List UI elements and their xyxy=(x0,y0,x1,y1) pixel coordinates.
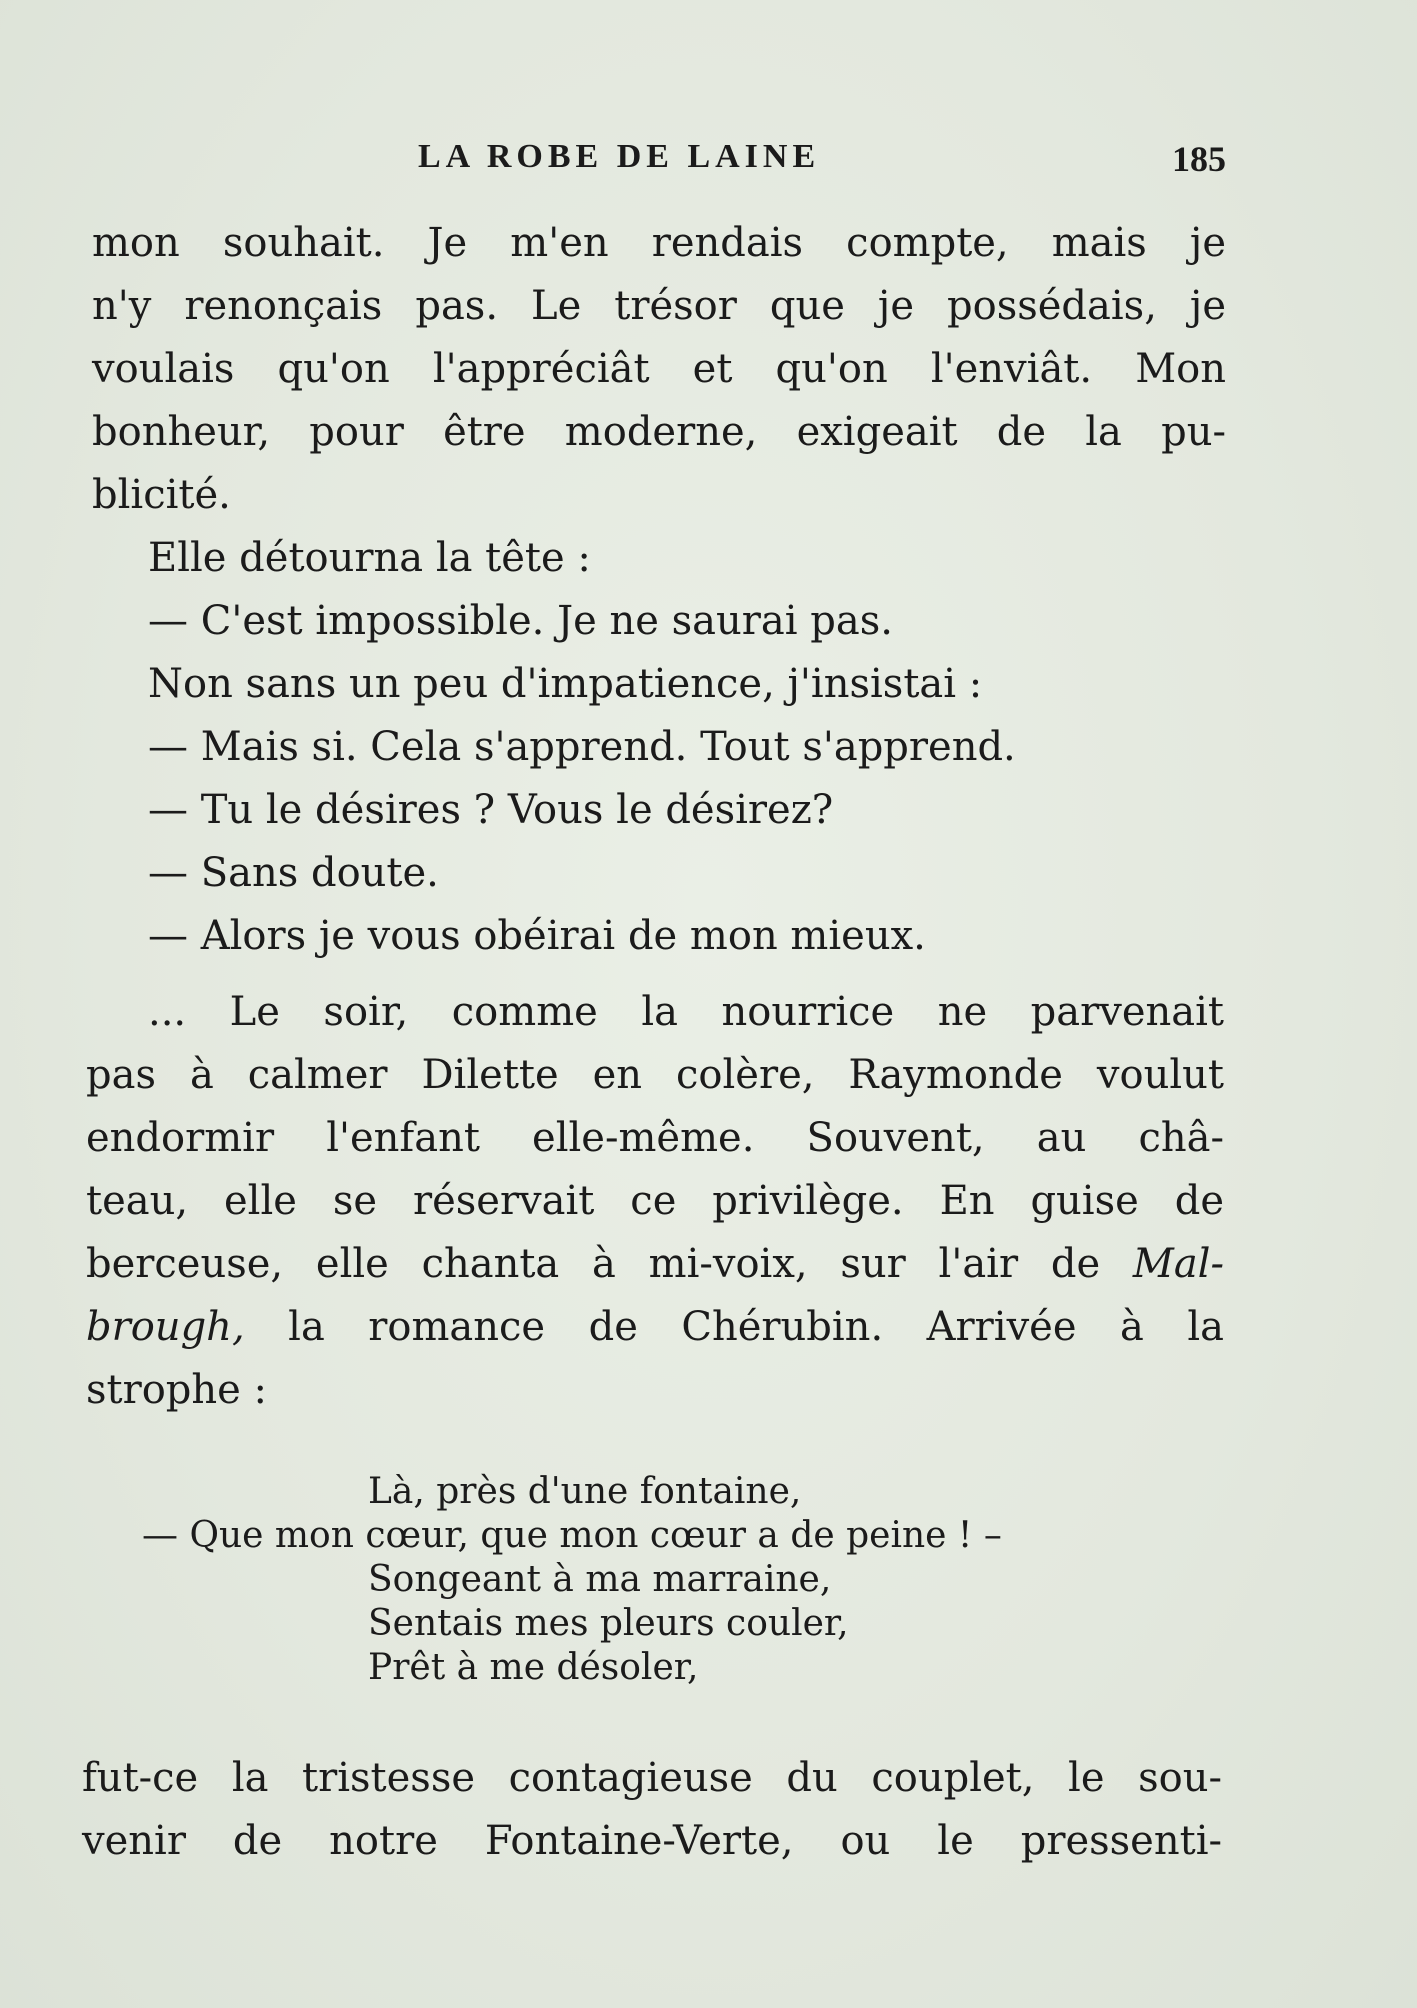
text-line: strophe : xyxy=(86,1367,268,1413)
text-line: ... Le soir, comme la nourrice ne parvenait xyxy=(148,989,1224,1035)
verse-line: Sentais mes pleurs couler, xyxy=(368,1603,849,1644)
verse-line: — Que mon cœur, que mon cœur a de peine ! – xyxy=(142,1515,1002,1556)
dialogue-line: — Alors je vous obéirai de mon mieux. xyxy=(148,913,926,959)
text-line: venir de notre Fontaine-Verte, ou le pressenti- xyxy=(82,1818,1222,1864)
text-line: pas à calmer Dilette en colère, Raymonde voulut xyxy=(86,1052,1224,1098)
text-line xyxy=(86,1302,1224,1352)
page-number: 185 xyxy=(1172,139,1226,179)
text-line: endormir l'enfant elle-même. Souvent, au châ- xyxy=(86,1115,1224,1161)
text-line: Elle détourna la tête : xyxy=(148,535,591,581)
text-segment: la romance de Chérubin. Arrivée à la xyxy=(244,1304,1224,1350)
running-title: LA ROBE DE LAINE xyxy=(418,138,821,175)
dialogue-line: — Mais si. Cela s'apprend. Tout s'apprend. xyxy=(148,724,1016,770)
text-line: Non sans un peu d'impatience, j'insistai : xyxy=(148,661,983,707)
text-line: mon souhait. Je m'en rendais compte, mais je xyxy=(92,220,1226,266)
text-line: bonheur, pour être moderne, exigeait de la pu- xyxy=(92,409,1226,455)
text-line: teau, elle se réservait ce privilège. En guise de xyxy=(86,1178,1224,1224)
italic-title: brough, xyxy=(86,1304,245,1350)
text-line: blicité. xyxy=(92,472,231,518)
dialogue-line: — Sans doute. xyxy=(148,850,439,896)
verse-line: Là, près d'une fontaine, xyxy=(368,1471,802,1512)
verse-line: Prêt à me désoler, xyxy=(368,1647,699,1688)
running-header xyxy=(418,138,1226,188)
text-line: fut-ce la tristesse contagieuse du couplet, le sou- xyxy=(82,1755,1222,1801)
text-line: voulais qu'on l'appréciât et qu'on l'enviât. Mon xyxy=(92,346,1226,392)
dialogue-line: — Tu le désires ? Vous le désirez? xyxy=(148,787,834,833)
verse-line: Songeant à ma marraine, xyxy=(368,1559,832,1600)
italic-title: Mal- xyxy=(1132,1241,1224,1287)
dialogue-line: — C'est impossible. Je ne saurai pas. xyxy=(148,598,893,644)
text-line xyxy=(86,1239,1224,1289)
text-segment: berceuse, elle chanta à mi-voix, sur l'air de xyxy=(86,1241,1133,1287)
text-line: n'y renonçais pas. Le trésor que je possédais, je xyxy=(92,283,1226,329)
